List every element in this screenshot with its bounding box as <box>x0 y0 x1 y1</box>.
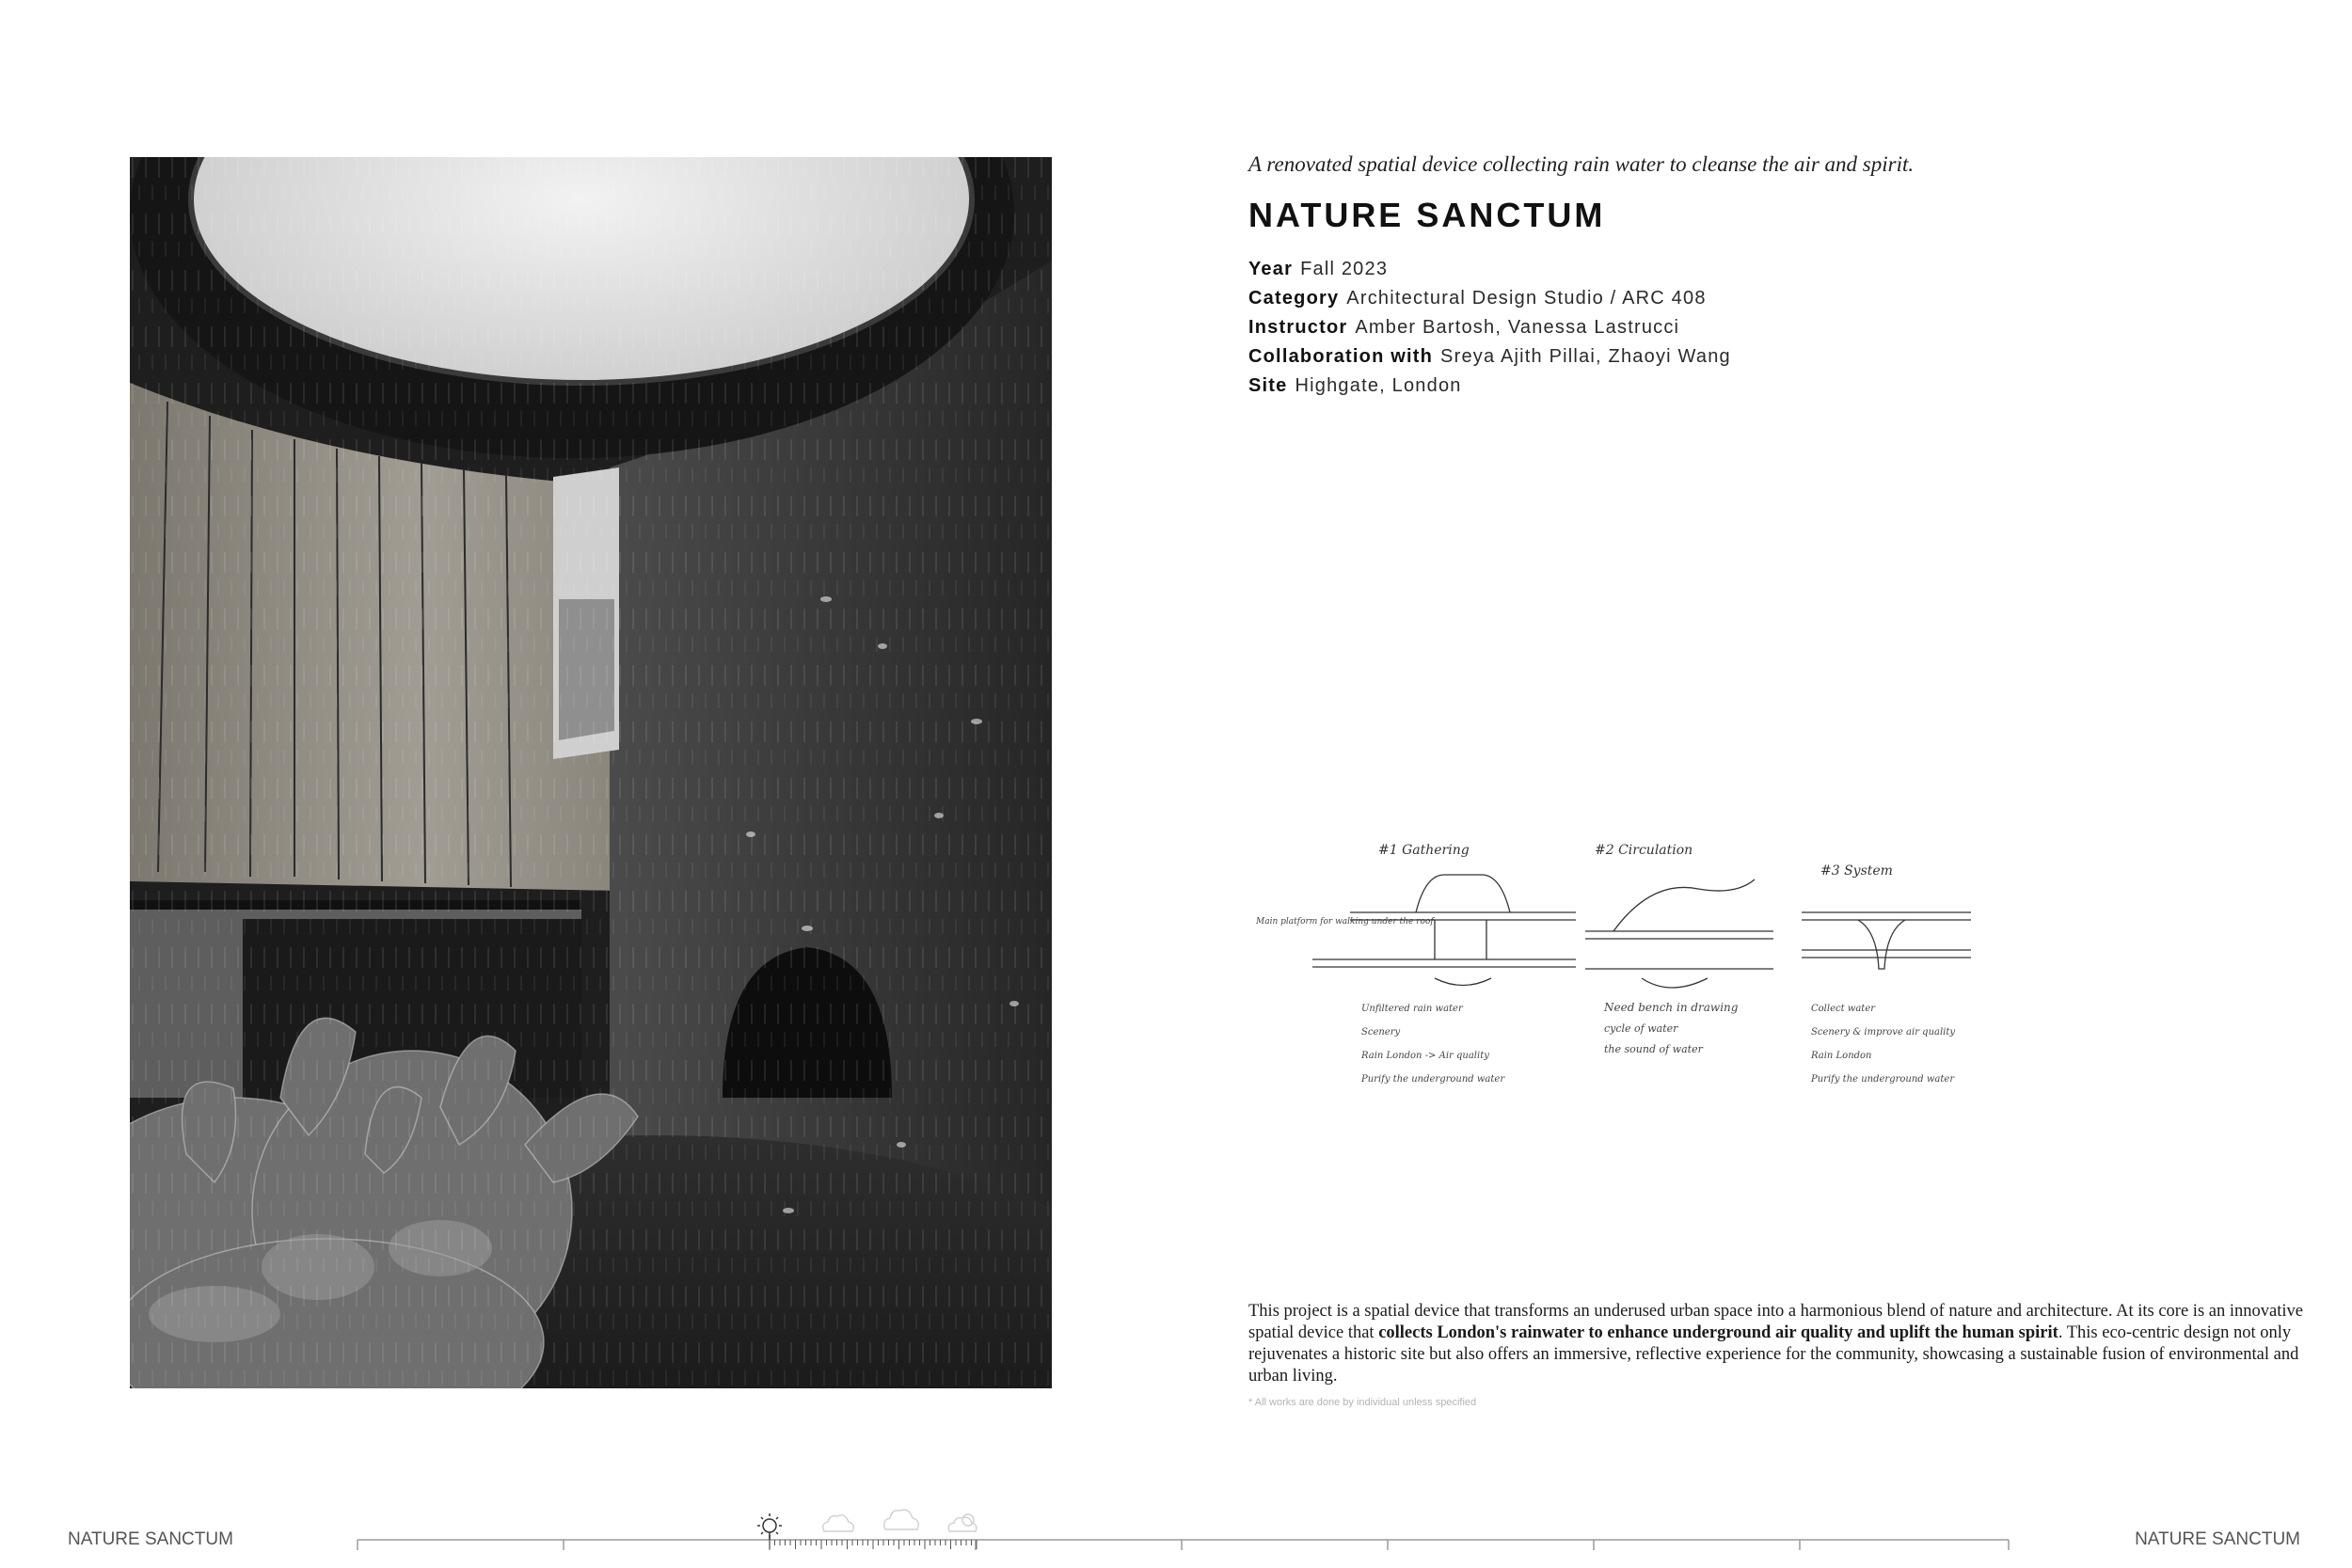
sketch-note-1c: Rain London -> Air quality <box>1361 1051 1489 1061</box>
project-meta-list <box>1248 255 2095 401</box>
sun-icon <box>757 1513 782 1540</box>
sketch-note-2c: the sound of water <box>1604 1043 1703 1055</box>
sketch-note-2a: Need bench in drawing <box>1604 1001 1739 1014</box>
cloud-sun-icon <box>948 1514 977 1531</box>
sketch-drawing <box>1256 837 1999 1110</box>
meta-value: Fall 2023 <box>1300 259 1389 279</box>
sketch-label-gathering: #1 Gathering <box>1378 843 1470 858</box>
sketch-note-2b: cycle of water <box>1604 1022 1678 1035</box>
sketch-note-1a: Unfiltered rain water <box>1361 1004 1463 1014</box>
meta-key: Collaboration with <box>1248 346 1434 367</box>
project-tagline: A renovated spatial device collecting rain water to cleanse the air and spirit. <box>1248 152 1915 176</box>
meta-row-category <box>1248 284 2095 313</box>
meta-key: Site <box>1248 375 1288 396</box>
timeline-major-ticks <box>358 1540 2009 1550</box>
meta-value: Amber Bartosh, Vanessa Lastrucci <box>1355 317 1680 338</box>
timeline-ruler <box>353 1505 2013 1552</box>
meta-key: Category <box>1248 288 1340 309</box>
description-emphasis: collects London's rainwater to enhance underground air quality and uplift the human spirit <box>1378 1323 2058 1342</box>
footer-left-title: NATURE SANCTUM <box>68 1529 233 1549</box>
sketch-label-system: #3 System <box>1820 863 1893 879</box>
sketch-label-circulation: #2 Circulation <box>1595 843 1693 858</box>
sketch-note-platform: Main platform for walking under the roof <box>1256 917 1434 927</box>
meta-row-year <box>1248 255 2095 284</box>
sketch-note-1b: Scenery <box>1361 1027 1401 1037</box>
meta-value: Sreya Ajith Pillai, Zhaoyi Wang <box>1440 346 1731 367</box>
sketch-note-3c: Rain London <box>1811 1051 1872 1061</box>
sketch-note-1d: Purify the underground water <box>1361 1074 1505 1085</box>
meta-key: Instructor <box>1248 317 1348 338</box>
meta-row-collaboration <box>1248 342 2095 372</box>
sketch-note-3d: Purify the underground water <box>1811 1074 1955 1085</box>
meta-value: Architectural Design Studio / ARC 408 <box>1346 288 1707 309</box>
description-part-2: . This eco-centric design not only rejuvenates a historic site but also offers an immersive, reflective experience for the community, showcasing a sustainable fusion of environmental and urban living. <box>1248 1323 2299 1386</box>
concept-sketch-diagram <box>1256 837 1999 1110</box>
meta-value: Highgate, London <box>1295 375 1462 396</box>
footer-timeline <box>353 1505 2013 1552</box>
cloud-icon <box>823 1515 854 1531</box>
sketch-note-3b: Scenery & improve air quality <box>1811 1027 1956 1037</box>
sketch-note-3a: Collect water <box>1811 1004 1876 1014</box>
courtyard-render <box>130 157 1052 1388</box>
cloud-icon <box>884 1510 918 1529</box>
timeline-minor-ticks <box>770 1540 977 1549</box>
project-title: NATURE SANCTUM <box>1248 196 1606 234</box>
meta-row-site <box>1248 372 2095 401</box>
hero-render-image <box>130 157 1052 1388</box>
meta-key: Year <box>1248 259 1294 279</box>
meta-row-instructor <box>1248 313 2095 342</box>
description-part-1: This project is a spatial device that transforms an underused urban space into a harmonious blend of nature and architecture. At its core is an innovative spatial device that <box>1248 1302 2303 1342</box>
footnote: * All works are done by individual unless specified <box>1248 1397 1477 1408</box>
footer-right-title: NATURE SANCTUM <box>2135 1529 2300 1549</box>
project-description <box>1248 1301 2307 1387</box>
